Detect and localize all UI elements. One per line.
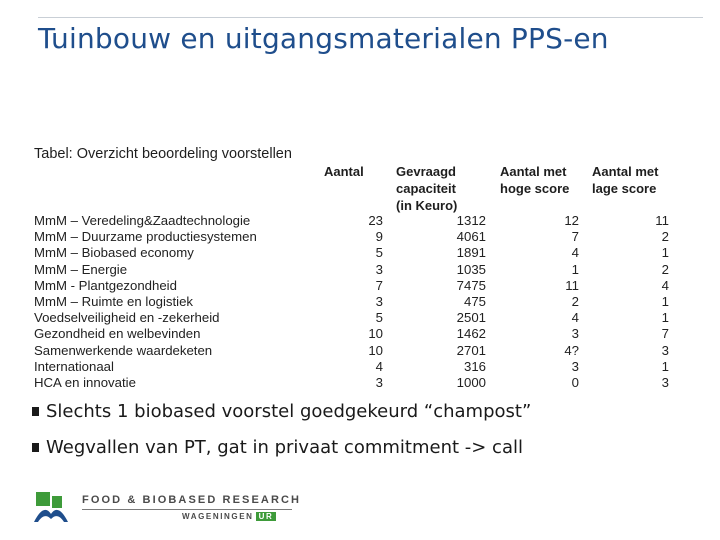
header-laag — [592, 163, 658, 197]
row-gevraagd: 7475 — [456, 277, 486, 293]
header-laag-line2: lage score — [592, 181, 657, 196]
row-aantal: 3 — [375, 374, 383, 390]
table-caption: Tabel: Overzicht beoordeling voorstellen — [34, 146, 292, 162]
header-hoog-line1: Aantal met — [500, 164, 567, 179]
row-laag: 7 — [661, 326, 669, 342]
row-aantal: 23 — [368, 213, 383, 228]
table-row — [34, 229, 679, 245]
row-hoog: 0 — [571, 374, 579, 390]
header-hoog — [500, 163, 569, 197]
header-gevraagd-line2: capaciteit — [396, 181, 456, 196]
header-laag-line1: Aantal met — [592, 164, 659, 179]
wur-logo-icon — [32, 492, 70, 524]
row-hoog: 12 — [564, 213, 579, 228]
logo-text-food-biobased: FOOD & BIOBASED RESEARCH — [82, 494, 302, 506]
row-aantal: 4 — [375, 358, 383, 374]
row-gevraagd: 316 — [463, 358, 486, 374]
logo-ur-badge: UR — [256, 512, 277, 521]
row-hoog: 3 — [571, 358, 579, 374]
header-hoog-line2: hoge score — [500, 181, 570, 196]
row-laag: 1 — [661, 358, 669, 374]
table-row — [34, 310, 679, 326]
row-hoog: 4 — [571, 245, 579, 261]
row-laag: 1 — [661, 293, 669, 309]
row-aantal: 7 — [375, 277, 383, 293]
header-gevraagd-line1: Gevraagd — [396, 164, 456, 179]
header-gevraagd — [396, 163, 457, 214]
row-hoog: 2 — [571, 293, 579, 309]
row-laag: 2 — [661, 229, 669, 245]
row-hoog: 4? — [564, 342, 579, 358]
table-row — [34, 359, 679, 375]
table-row — [34, 213, 679, 229]
row-name: Samenwerkende waardeketen — [34, 342, 213, 358]
bullet-square-icon — [32, 407, 39, 416]
row-laag: 2 — [661, 261, 669, 277]
row-gevraagd: 1035 — [456, 261, 486, 277]
header-aantal: Aantal — [324, 164, 364, 179]
table-row — [34, 375, 679, 391]
row-name: MmM – Ruimte en logistiek — [34, 293, 194, 309]
table-row — [34, 326, 679, 342]
row-name: MmM – Biobased economy — [34, 245, 194, 261]
logo-text-wageningen — [182, 512, 276, 521]
bullet-item — [32, 399, 531, 435]
row-name: Internationaal — [34, 358, 114, 374]
row-hoog: 1 — [571, 261, 579, 277]
row-laag: 3 — [661, 342, 669, 358]
logo-wageningen: WAGENINGEN — [182, 512, 254, 521]
bullet-square-icon — [32, 443, 39, 452]
row-name: MmM – Veredeling&Zaadtechnologie — [34, 213, 251, 228]
row-aantal: 3 — [375, 293, 383, 309]
row-gevraagd: 1462 — [456, 326, 486, 342]
table-row — [34, 278, 679, 294]
row-aantal: 9 — [375, 229, 383, 245]
table-body — [34, 213, 679, 391]
row-laag: 4 — [661, 277, 669, 293]
slide-title: Tuinbouw en uitgangsmaterialen PPS-en — [38, 22, 609, 55]
bullet-item — [32, 435, 531, 471]
row-aantal: 10 — [368, 326, 383, 342]
row-name: MmM – Duurzame productiesystemen — [34, 229, 257, 245]
row-hoog: 7 — [571, 229, 579, 245]
table-row — [34, 262, 679, 278]
bullet-text: Slechts 1 biobased voorstel goedgekeurd “champost” — [46, 401, 532, 422]
row-name: MmM – Energie — [34, 261, 128, 277]
row-gevraagd: 4061 — [456, 229, 486, 245]
row-name: MmM - Plantgezondheid — [34, 277, 177, 293]
row-gevraagd: 2501 — [456, 310, 486, 326]
table-row — [34, 343, 679, 359]
logo-divider — [82, 509, 292, 510]
row-gevraagd: 1891 — [456, 245, 486, 261]
row-name: HCA en innovatie — [34, 374, 136, 390]
row-aantal: 3 — [375, 261, 383, 277]
bullet-list — [32, 399, 531, 471]
top-divider — [38, 17, 703, 18]
row-gevraagd: 475 — [463, 293, 486, 309]
table-row — [34, 294, 679, 310]
row-gevraagd: 1000 — [456, 374, 486, 390]
bullet-text: Wegvallen van PT, gat in privaat commitment -> call — [46, 437, 523, 458]
row-gevraagd: 2701 — [456, 342, 486, 358]
row-laag: 1 — [661, 310, 669, 326]
row-laag: 1 — [661, 245, 669, 261]
table-row — [34, 245, 679, 261]
row-laag: 3 — [661, 374, 669, 390]
table-header — [34, 163, 679, 213]
row-laag: 11 — [655, 213, 669, 228]
row-hoog: 3 — [571, 326, 579, 342]
row-aantal: 5 — [375, 245, 383, 261]
header-gevraagd-line3: (in Keuro) — [396, 198, 458, 213]
row-aantal: 10 — [368, 342, 383, 358]
wur-logo — [32, 490, 302, 530]
row-gevraagd: 1312 — [456, 213, 486, 228]
proposals-table — [34, 146, 679, 391]
row-name: Gezondheid en welbevinden — [34, 326, 201, 342]
row-name: Voedselveiligheid en -zekerheid — [34, 310, 220, 326]
row-hoog: 11 — [565, 277, 579, 293]
row-hoog: 4 — [571, 310, 579, 326]
row-aantal: 5 — [375, 310, 383, 326]
